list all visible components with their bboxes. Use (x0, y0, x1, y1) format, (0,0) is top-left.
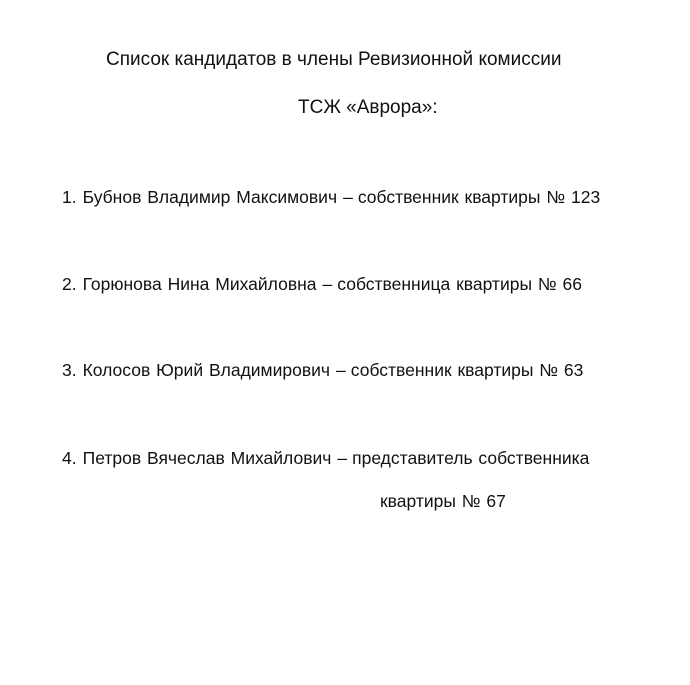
candidate-dash: – (343, 187, 353, 207)
candidate-name: Колосов Юрий Владимирович (82, 360, 331, 380)
candidate-number: 2. (62, 274, 77, 294)
candidate-name: Горюнова Нина Михайловна (82, 274, 317, 294)
candidate-number: 3. (62, 360, 77, 380)
candidate-dash: – (336, 360, 346, 380)
candidate-dash: – (322, 274, 333, 294)
candidate-name: Бубнов Владимир Максимович (82, 187, 338, 207)
candidate-item (62, 186, 600, 208)
candidate-role-continued: квартиры № 67 (380, 491, 506, 511)
candidate-name: Петров Вячеслав Михайлович (82, 448, 332, 468)
candidate-item (62, 359, 583, 381)
candidate-role: собственница квартиры № 66 (337, 274, 582, 294)
candidate-role: представитель собственника (352, 448, 590, 468)
candidate-item (62, 447, 589, 469)
candidate-role: собственник квартиры № 63 (350, 360, 584, 380)
candidate-item (62, 273, 582, 295)
candidate-number: 1. (62, 187, 77, 207)
candidate-role: собственник квартиры № 123 (357, 187, 601, 207)
document-title-line-1: Список кандидатов в члены Ревизионной комиссии (106, 49, 562, 70)
document-title-line-2: ТСЖ «Аврора»: (298, 97, 438, 118)
candidate-number: 4. (62, 448, 77, 468)
candidate-dash: – (337, 448, 348, 468)
